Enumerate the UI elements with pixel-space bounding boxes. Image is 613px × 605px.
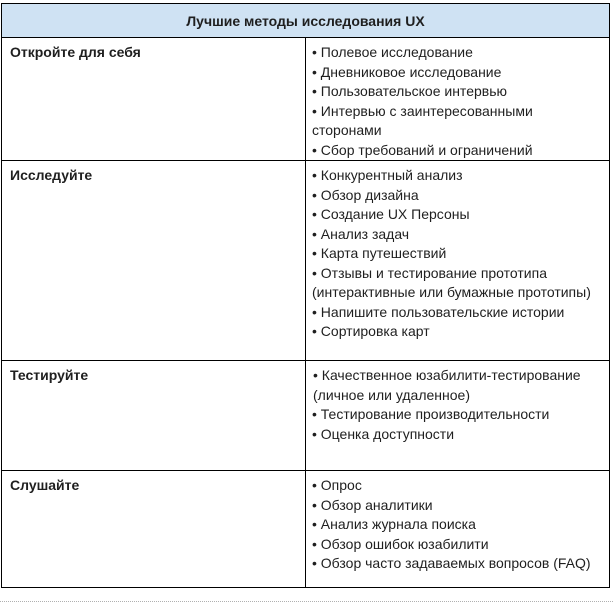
row-category: Исследуйте — [2, 161, 306, 361]
list-item: • Обзор ошибок юзабилити — [312, 535, 489, 552]
table-title: Лучшие методы исследования UX — [2, 4, 610, 38]
list-item: • Тестирование производительности — [312, 406, 550, 422]
page-break-line — [0, 601, 613, 602]
list-item: • Сбор требований и ограничений — [312, 141, 533, 158]
table-row — [2, 38, 610, 161]
list-item: • Обзор часто задаваемых вопросов (FAQ) — [312, 555, 591, 571]
list-item: • Анализ журнала поиска — [312, 516, 476, 532]
list-item: • Карта путешествий — [312, 245, 447, 261]
list-item: • Отзывы и тестирование прототипа (интерактивные или бумажные прототипы) — [312, 264, 591, 300]
row-category: Слушайте — [2, 471, 306, 588]
list-item: • Оценка доступности — [312, 425, 455, 442]
list-item: • Сортировка карт — [312, 323, 430, 339]
table-row — [2, 361, 610, 471]
list-item: • Обзор аналитики — [312, 496, 433, 513]
list-item: • Конкурентный анализ — [312, 167, 463, 183]
list-item: • Напишите пользовательские истории — [312, 303, 565, 320]
row-items — [306, 161, 610, 361]
list-item: • Создание UX Персоны — [312, 206, 470, 222]
table-row — [2, 161, 610, 361]
table-row — [2, 471, 610, 588]
list-item: • Пользовательское интервью — [312, 83, 507, 99]
row-category: Тестируйте — [2, 361, 306, 471]
list-item: • Качественное юзабилити-тестирование (личное или удаленное) — [313, 367, 581, 403]
list-item: • Обзор дизайна — [312, 186, 419, 203]
list-item: • Опрос — [312, 477, 362, 493]
ux-methods-table — [1, 3, 610, 588]
list-item: • Полевое исследование — [312, 44, 473, 60]
list-item: • Дневниковое исследование — [312, 63, 502, 80]
list-item: • Интервью с заинтересованными сторонами — [312, 102, 533, 138]
row-items — [306, 361, 610, 471]
row-items — [306, 38, 610, 161]
list-item: • Анализ задач — [312, 225, 410, 242]
row-category: Откройте для себя — [2, 38, 306, 161]
row-items — [306, 471, 610, 588]
table-header-row — [2, 4, 610, 38]
